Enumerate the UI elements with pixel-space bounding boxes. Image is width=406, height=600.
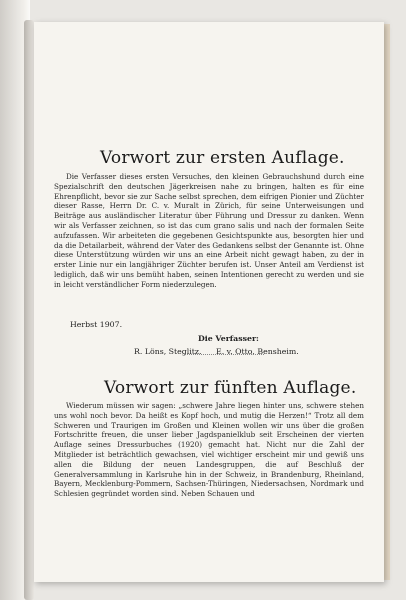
author-loens: R. Löns, Steglitz.: [134, 347, 202, 356]
book-binding: [24, 20, 34, 600]
heading-first-edition: Vorwort zur ersten Auflage.: [100, 148, 345, 168]
section-divider: [184, 354, 264, 355]
heading-fifth-edition: Vorwort zur fünften Auflage.: [104, 378, 357, 398]
paragraph-fifth-edition: Wiederum müssen wir sagen: „schwere Jahre liegen hinter uns, schwere stehen uns wohl noch bevor. Da heißt es Kopf hoch, und mutig die Herzen!“ Trotz all dem Schweren und Traurigen im Großen und Kleinen wollen wir uns über die großen Fortschritte freuen, die unser lieber Jagdspanielklub seit Erscheinen der vierten Auflage seines Dressurbuches (1920) gemacht hat. Nicht nur die Zahl der Mitglieder ist beträchtlich gewachsen, viel wichtiger erscheint mir und gewiß uns allen die Bildung der neuen Landesgruppen, die auf Beschluß der Generalversammlung in Karlsruhe hin in der Schweiz, in Brandenburg, Rheinland, Bayern, Mecklenburg-Pommern, Sachsen-Thüringen, Niedersachsen, Nordmark und Schlesien gegründet worden sind. Neben Schauen und: [54, 401, 364, 499]
date-line: Herbst 1907.: [70, 320, 123, 329]
paragraph-first-edition: Die Verfasser dieses ersten Versuches, den kleinen Gebrauchshund durch eine Spezialschrift den deutschen Jägerkreisen nahe zu bringen, halten es für eine Ehrenpflicht, bevor sie zur Sache selbst sprechen, dem eifrigen Pionier und Züchter dieser Rasse, Herrn Dr. C. v. Muralt in Zürich, für seine Unterweisungen und Beiträge aus ausländischer Literatur über Führung und Dressur zu danken. Wenn wir als Verfasser zeichnen, so ist das cum grano salis und nach der formalen Seite aufzufassen. Wir arbeiteten die gegebenen Gesichtspunkte aus, besorgten hier und da die Detailarbeit, während der Vater des Gedankens selbst der Genannte ist. Ohne diese Unterstützung würden wir uns an eine Arbeit nicht gewagt haben, zu der in erster Linie nur ein langjähriger Züchter berufen ist. Unser Anteil am Verdienst ist lediglich, daß wir uns bemüht haben, seinen Intentionen gerecht zu werden und sie in leicht verständlicher Form niederzulegen.: [54, 172, 364, 289]
book-page: [34, 22, 384, 582]
authors-label: Die Verfasser:: [198, 334, 259, 343]
author-otto: E. v. Otto, Bensheim.: [216, 347, 299, 356]
